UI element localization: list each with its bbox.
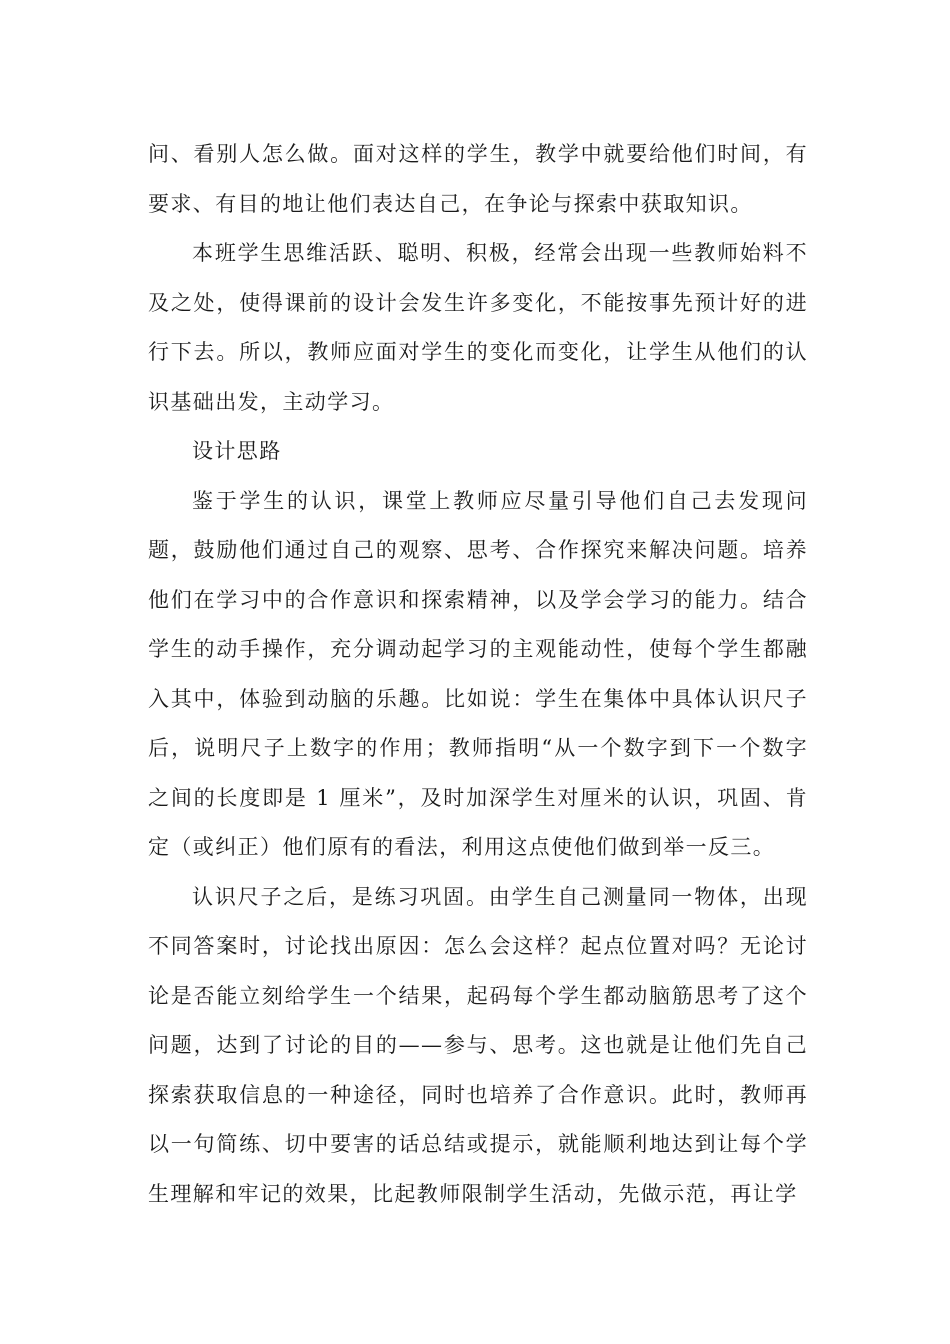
paragraph-after-ruler: 认识尺子之后，是练习巩固。由学生自己测量同一物体，出现不同答案时，讨论找出原因：怎么会这样？起点位置对吗？无论讨论是否能立刻给学生一个结果，起码每个学生都动脑筋思考了这个问题，达到了讨论的目的——参与、思考。这也就是让他们先自己探索获取信息的一种途径，同时也培养了合作意识。此时，教师再以一句简练、切中要害的话总结或提示，就能顺利地达到让每个学生理解和牢记的效果，比起教师限制学生活动，先做示范，再让学 — [148, 884, 808, 1206]
paragraph-continuation: 问、看别人怎么做。面对这样的学生，教学中就要给他们时间，有要求、有目的地让他们表达自己，在争论与探索中获取知识。 — [148, 142, 808, 216]
paragraph-class-students: 本班学生思维活跃、聪明、积极，经常会出现一些教师始料不及之处，使得课前的设计会发生许多变化，不能按事先预计好的进行下去。所以，教师应面对学生的变化而变化，让学生从他们的认识基础出发，主动学习。 — [148, 241, 808, 414]
paragraph-design-body: 鉴于学生的认识，课堂上教师应尽量引导他们自己去发现问题，鼓励他们通过自己的观察、思考、合作探究来解决问题。培养他们在学习中的合作意识和探索精神，以及学会学习的能力。结合学生的动手操作，充分调动起学习的主观能动性，使每个学生都融入其中，体验到动脑的乐趣。比如说：学生在集体中具体认识尺子后，说明尺子上数字的作用；教师指明“从一个数字到下一个数字之间的长度即是 1 厘米”，及时加深学生对厘米的认识，巩固、肯定（或纠正）他们原有的看法，利用这点使他们做到举一反三。 — [148, 488, 808, 859]
document-body — [148, 130, 808, 1219]
section-heading-design: 设计思路 — [192, 439, 282, 463]
